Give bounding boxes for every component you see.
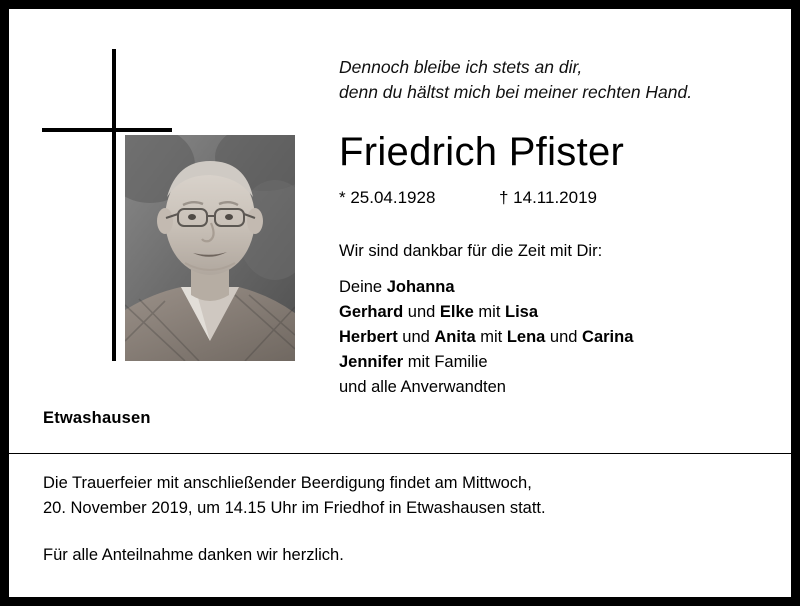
family-member-name: Johanna bbox=[386, 277, 455, 296]
thanks-intro: Wir sind dankbar für die Zeit mit Dir: bbox=[339, 241, 603, 260]
family-member-name: Anita bbox=[434, 327, 476, 346]
family-member-name: Carina bbox=[582, 327, 634, 346]
family-member-name: Lisa bbox=[505, 302, 539, 321]
ceremony-line-1: Die Trauerfeier mit anschließender Beerdigung findet am Mittwoch, bbox=[43, 474, 532, 492]
family-member-name: Elke bbox=[439, 302, 474, 321]
family-text: mit bbox=[475, 327, 507, 346]
obituary-inner bbox=[9, 9, 791, 597]
family-line bbox=[339, 350, 779, 375]
divider bbox=[9, 453, 791, 454]
left-column bbox=[9, 9, 309, 439]
ceremony-details bbox=[43, 471, 771, 521]
family-text: und alle Anverwandten bbox=[339, 378, 506, 397]
verse-line-1: Dennoch bleibe ich stets an dir, bbox=[339, 57, 583, 77]
birth-date: * 25.04.1928 bbox=[339, 187, 436, 207]
cross-vertical-bar bbox=[112, 49, 116, 361]
family-list bbox=[339, 275, 779, 400]
family-member-name: Herbert bbox=[339, 327, 398, 346]
family-text: und bbox=[403, 302, 440, 321]
ceremony-line-2: 20. November 2019, um 14.15 Uhr im Friedhof in Etwashausen statt. bbox=[43, 499, 546, 518]
family-member-name: Jennifer bbox=[339, 352, 404, 371]
life-dates bbox=[339, 188, 779, 208]
family-text: und bbox=[397, 327, 435, 346]
portrait-photo bbox=[125, 135, 295, 361]
family-line bbox=[339, 300, 779, 325]
deceased-name: Friedrich Pfister bbox=[339, 129, 625, 174]
verse-line-2: denn du hältst mich bei meiner rechten Hand. bbox=[339, 82, 693, 103]
place-label: Etwashausen bbox=[43, 409, 151, 427]
family-line bbox=[339, 275, 779, 300]
family-member-name: Gerhard bbox=[339, 302, 404, 321]
cross-horizontal-bar bbox=[42, 128, 172, 132]
family-text: Deine bbox=[339, 277, 387, 296]
family-text: mit Familie bbox=[403, 352, 488, 371]
family-member-name: Lena bbox=[506, 327, 546, 346]
verse-block bbox=[339, 55, 779, 106]
right-column bbox=[339, 9, 779, 400]
family-line bbox=[339, 375, 779, 400]
family-line bbox=[339, 325, 779, 350]
footer-block bbox=[43, 471, 771, 568]
family-text: und bbox=[545, 327, 583, 346]
death-date: † 14.11.2019 bbox=[499, 187, 597, 207]
closing-note: Für alle Anteilnahme danken wir herzlich. bbox=[43, 546, 344, 565]
family-text: mit bbox=[473, 302, 506, 321]
